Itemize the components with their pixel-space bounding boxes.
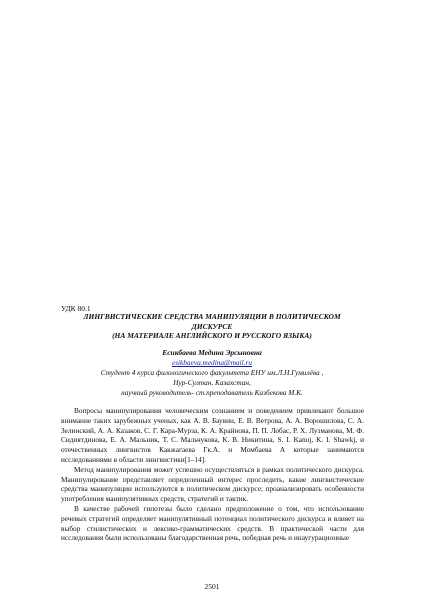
udk-code: УДК 80.1 bbox=[61, 304, 91, 313]
author-block bbox=[0, 348, 424, 398]
article-title bbox=[0, 312, 424, 341]
author-location: Нур-Султан, Казахстан, bbox=[173, 378, 251, 387]
author-affiliation: Студент 4 курса филологического факультета ЕНУ им.Л.Н.Гумилёва , bbox=[100, 368, 324, 377]
body-paragraph: Вопросы манипулирования человеческим сознанием и поведением привлекают большое внимание таких зарубежных ученых, как А. В. Баувин, Е. В. Ветрова, А. А. Ворошилова, С. А. Зелинский, А. А. Казаков, С. Г. Кара-Мурза, К. А. Крайнова, П. П. Лобас, Р. Х. Лузманова, М. Ф. Сидиятдинова, Е. А. Мальник, Т. С. Мальчукова, К. В. Никитина, S. I. Kanuj, K. I. Shawkj, и отечественных лингвистов Какжагаева Гк.А. и Момбаева А которые занимаются исследованиями в области лингвистики[1–14]. bbox=[61, 406, 364, 464]
title-line: (НА МАТЕРИАЛЕ АНГЛИЙСКОГО И РУССКОГО ЯЗЫКА) bbox=[112, 331, 312, 341]
title-line: ЛИНГВИСТИЧЕСКИЕ СРЕДСТВА МАНИПУЛЯЦИИ В ПОЛИТИЧЕСКОМ bbox=[83, 312, 341, 321]
page-number: 2501 bbox=[204, 582, 220, 591]
body-paragraph: В качестве рабочей гипотезы было сделано предположение о том, что использование речевых стратегий определяет манипулятивный потенциал политического дискурса и влияет на выбор стилистических и лексико-грамматических средств. В практической части для исследования были использованы благодарственная речь, победная речь и инаугурационные bbox=[61, 503, 364, 543]
title-line: ДИСКУРСЕ bbox=[191, 321, 233, 331]
author-supervisor: научный руководитель- ст.преподаватель Казбекова М.К. bbox=[121, 388, 303, 397]
author-name: Есикбаева Медина Эрсыновна bbox=[162, 348, 262, 357]
author-email-link[interactable]: esikbaeva.medina@mail.ru bbox=[171, 358, 253, 367]
body-paragraph: Метод манипулирования может успешно осуществляться в рамках политического дискурса. Манипулирование представляет определенный интерес проследить, какие лингвистические средства манипуляции используются в политическом дискурсе; проанализировать особенности употребления манипулятивных средств, стратегий и тактик. bbox=[61, 464, 364, 504]
article-body bbox=[61, 406, 364, 543]
